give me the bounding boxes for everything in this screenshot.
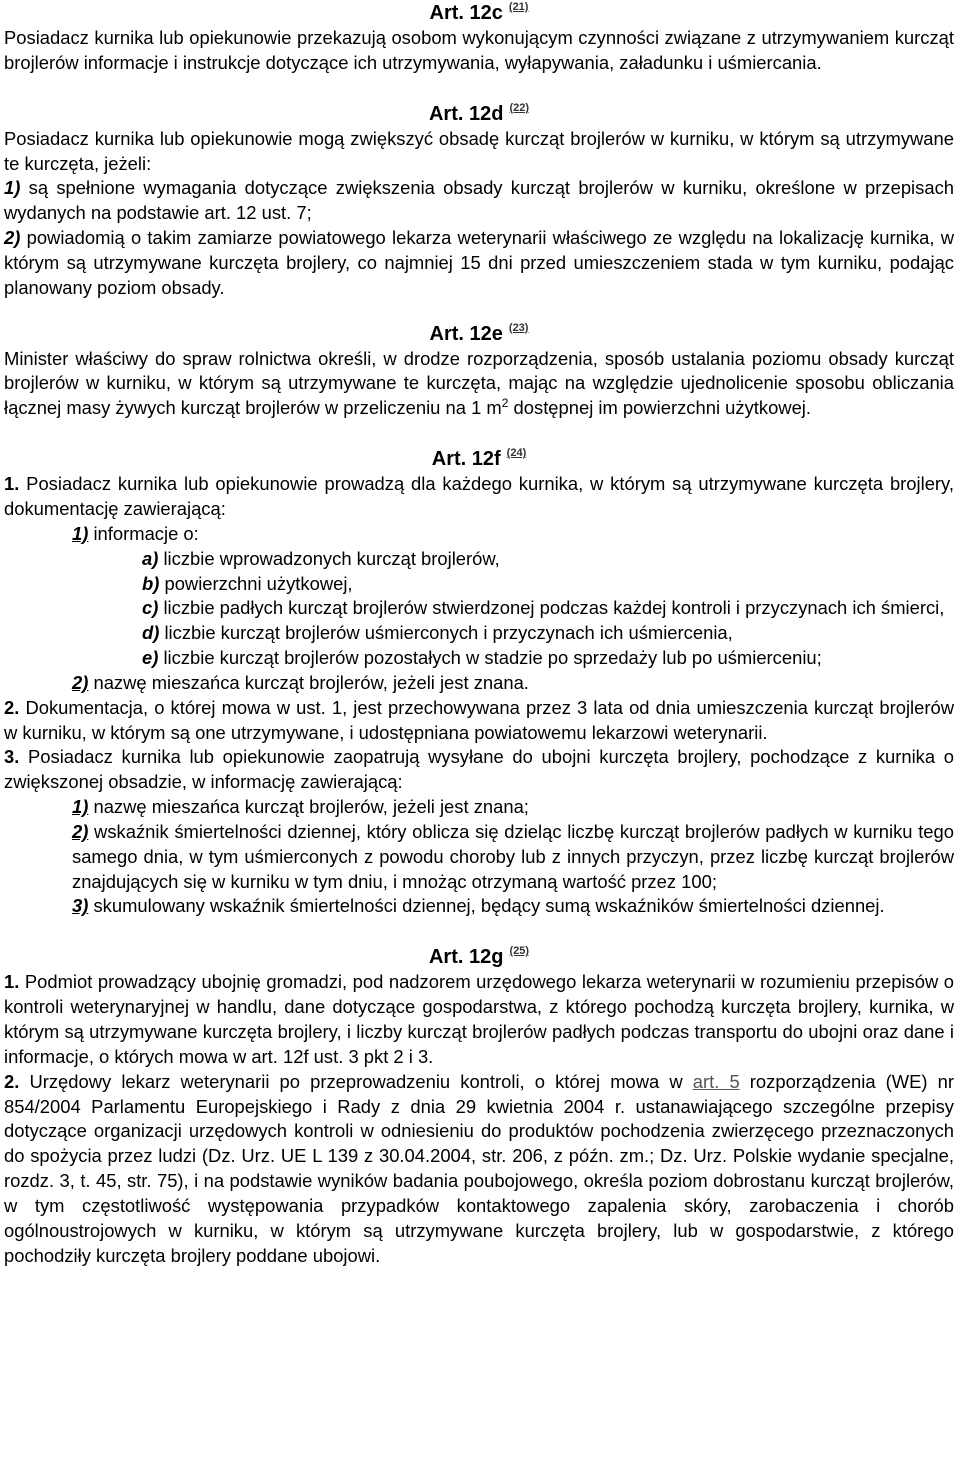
article-12f-letter-e: e) liczbie kurcząt brojlerów pozostałych w stadzie po sprzedaży lub po uśmierceniu; [142,647,822,669]
article-12c-text: Posiadacz kurnika lub opiekunowie przekazują osobom wykonującym czynności związane z utrzymywaniem kurcząt brojlerów informacje i instrukcje dotyczące ich utrzymywania, wyłapywania, załadunku i uśmiercania. [4,27,954,73]
article-5-link[interactable]: art. 5 [692,1070,740,1092]
article-12f-section-3: 3. Posiadacz kurnika lub opiekunowie zaopatrują wysyłane do ubojni kurczęta brojlery, pochodzące z kurnika o zwiększonej obsadzie, w informację zawierającą: [4,746,954,793]
article-12f-section-1: 1. Posiadacz kurnika lub opiekunowie prowadzą dla każdego kurnika, w którym są utrzymywane kurczęta brojlery, dokumentację zawierającą: [4,473,954,519]
footnote-ref-25[interactable]: (25) [509,945,530,958]
article-12d-intro: Posiadacz kurnika lub opiekunowie mogą zwiększyć obsadę kurcząt brojlerów w kurniku, w którym są utrzymywane te kurczęta, jeżeli: [4,127,954,174]
article-heading-12g: Art. 12g $^{(25)}$ [428,945,530,969]
article-heading-12d: Art. 12d $^{(22)}$ [428,101,530,125]
footnote-ref-23[interactable]: (23) [508,321,529,334]
article-12f-s3-point-3: 3) skumulowany wskaźnik śmiertelności dziennej, będący sumą wskaźników śmiertelności dziennej. [72,895,885,917]
footnote-ref-24[interactable]: (24) [506,447,527,460]
article-heading-12e: Art. 12e $^{(23)}$ [429,321,529,345]
footnote-ref-21[interactable]: (21) [508,1,529,13]
article-12g-section-1: 1. Podmiot prowadzący ubojnię gromadzi, pod nadzorem urzędowego lekarza weterynarii w rozumieniu przepisów o kontroli weterynaryjnej w handlu, dane dotyczące gospodarstwa, z którego pochodzą kurczęta brojlery, kurnika, w którym są utrzymywane kurczęta brojlery, i liczby kurcząt brojlerów padłych podczas transportu do ubojni oraz dane i informacje, o których mowa w art. 12f ust. 3 pkt 2 i 3. [4,971,954,1067]
article-12g-section-2: 2. Urzędowy lekarz weterynarii po przeprowadzeniu kontroli, o której mowa w art. 5 rozporządzenia (WE) nr 854/2004 Parlamentu Europejskiego i Rady z dnia 29 kwietnia 2004 r. ustanawiającego szczególne przepisy dotyczące organizacji urzędowych kontroli w odniesieniu do produktów pochodzenia zwierzęcego przeznaczonych do spożycia przez ludzi (Dz. Urz. UE L 139 z 30.04.2004, str. 206, z późn. zm.; Dz. Urz. Polskie wydanie specjalne, rozdz. 3, t. 45, str. 75), i na podstawie wyników badania poubojowego, określa poziom dobrostanu kurcząt brojlerów, w tym częstotliwość występowania przypadków kontaktowego zapalenia skóry, zarobaczenia i chorób ogólnoustrojowych w kurniku, w którym są utrzymywane kurczęta brojlery, lub w gospodarstwie, z którego pochodziły kurczęta brojlery poddane ubojowi. [4,1070,954,1266]
article-12f-s3-point-2: 2) wskaźnik śmiertelności dziennej, który oblicza się dzieląc liczbę kurcząt brojlerów padłych w kurniku tego samego dnia, w tym uśmierconych z powodu choroby lub z innych przyczyn, przez liczbę kurcząt brojlerów znajdujących się w kurniku w tym dniu, i mnożąc otrzymaną wartość przez 100; [72,820,954,892]
article-12f-section-2: 2. Dokumentacja, o której mowa w ust. 1, jest przechowywana przez 3 lata od dnia umieszczenia kurcząt brojlerów w kurniku, w którym są one utrzymywane, i udostępniana powiatowemu lekarzowi weterynarii. [4,696,954,743]
article-12f-letter-d: d) liczbie kurcząt brojlerów uśmierconych i przyczynach ich uśmiercenia, [142,622,733,644]
article-12f-letter-b: b) powierzchni użytkowej, [142,572,353,594]
footnote-ref-22[interactable]: (22) [509,101,530,114]
document-page [4,0,954,1268]
article-heading-12c: Art. 12c $^{(21)}$ [429,1,529,24]
article-12f-letter-a: a) liczbie wprowadzonych kurcząt brojlerów, [142,547,500,569]
article-12f-letter-c: c) liczbie padłych kurcząt brojlerów stwierdzonej podczas każdej kontroli i przyczynach ich śmierci, [142,597,945,619]
article-12f-point-2: 2) nazwę mieszańca kurcząt brojlerów, jeżeli jest znana. [72,671,529,693]
article-12f-point-1: 1) informacje o: [72,522,199,544]
article-12e-text: Minister właściwy do spraw rolnictwa określi, w drodze rozporządzenia, sposób ustalania poziomu obsady kurcząt brojlerów w kurniku, w którym są utrzymywane te kurczęta, mając na względzie ujednolicenie sposobu obliczania łącznej masy żywych kurcząt brojlerów w przeliczeniu na 1 $m^2$ dostępnej im powierzchni użytkowej. [4,347,954,419]
article-12f-s3-point-1: 1) nazwę mieszańca kurcząt brojlerów, jeżeli jest znana; [72,796,529,818]
article-12d-point-1: 1) są spełnione wymagania dotyczące zwiększenia obsady kurcząt brojlerów w kurniku, określone w przepisach wydanych na podstawie art. 12 ust. 7; [4,177,954,224]
article-heading-12f: Art. 12f $^{(24)}$ [431,447,527,471]
article-12d-point-2: 2) powiadomią o takim zamiarze powiatowego lekarza weterynarii właściwego ze względu na lokalizację kurnika, w którym są utrzymywane kurczęta brojlery, co najmniej 15 dni przed umieszczeniem stada w tym kurniku, podając planowany poziom obsady. [4,227,954,298]
